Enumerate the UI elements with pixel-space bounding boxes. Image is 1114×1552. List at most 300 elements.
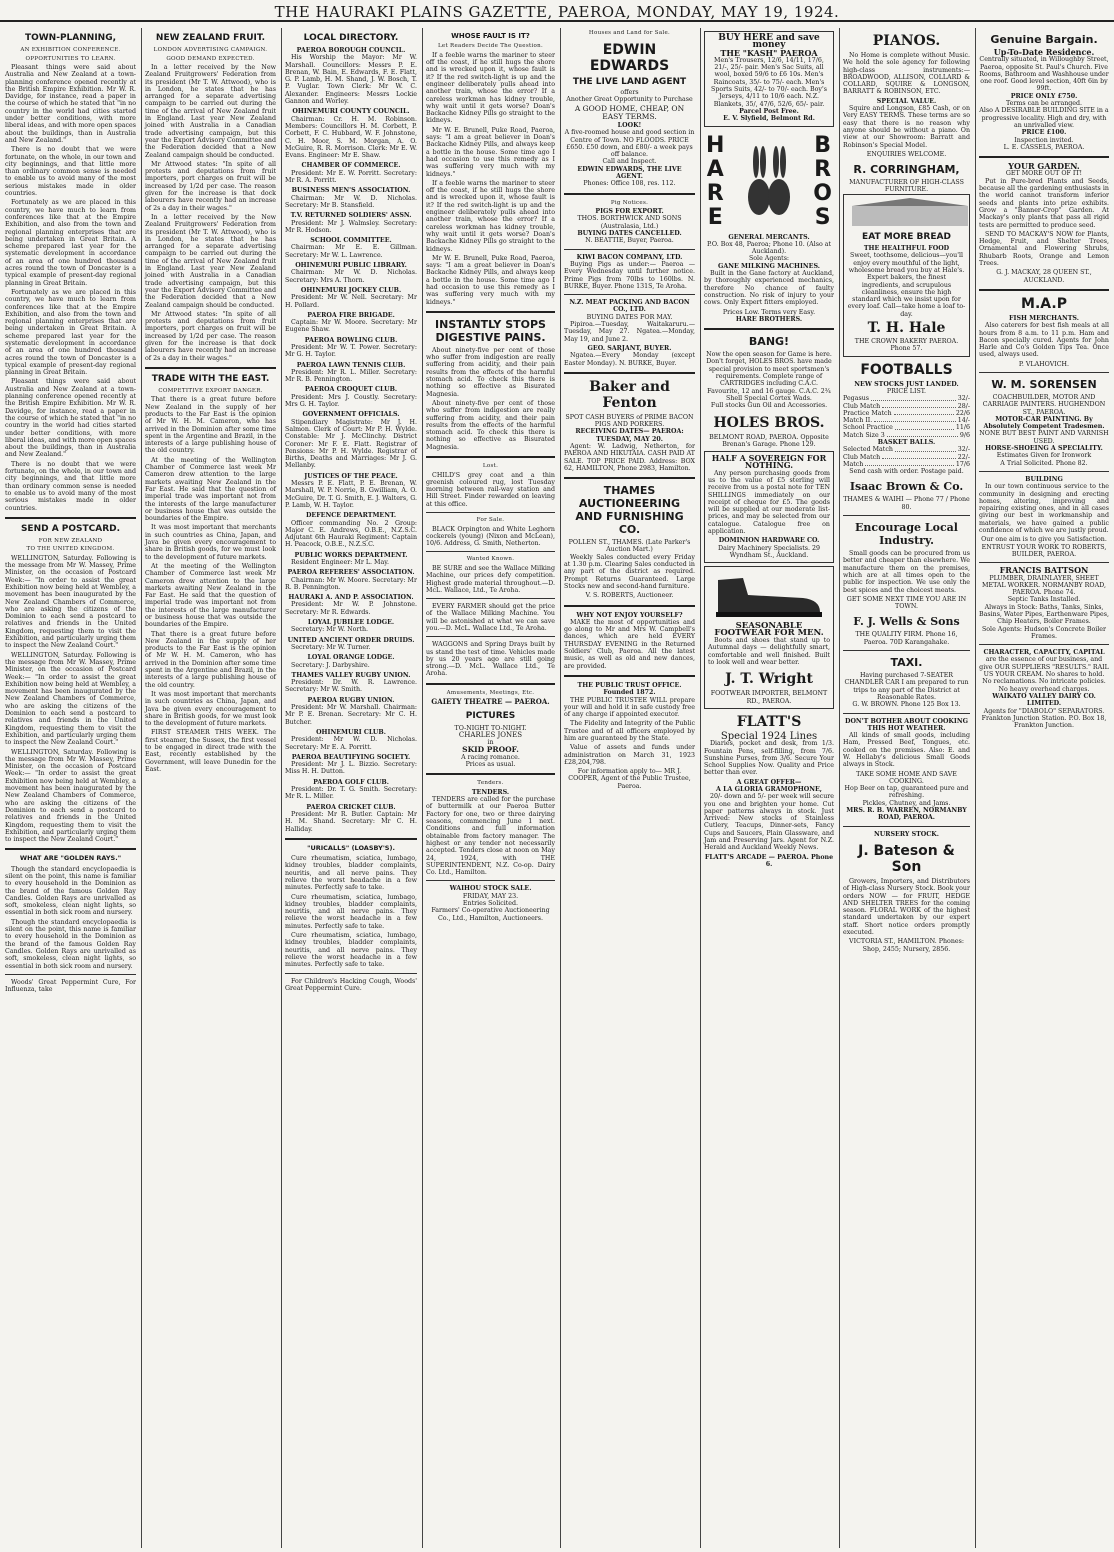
directory-title: BUSINESS MEN'S ASSOCIATION.: [291, 187, 411, 195]
ad-text: ENTRUST YOUR WORK TO ROBERTS, BUILDER, PAEROA.: [981, 543, 1107, 558]
paragraph: FIRST STEAMER THIS WEEK. The first steamer, the Sussex, the first vessel to be engaged in direct trade with the East, recently established by the Government, will leave Dunedin for the East.: [145, 729, 276, 773]
directory-title: HAURAKI A. AND P. ASSOCIATION.: [288, 594, 414, 602]
ad-text: L. E. CASSELS, PAEROA.: [1003, 143, 1085, 151]
footwear-ad: [704, 566, 834, 709]
ad-text: Sole Agents:: [748, 255, 790, 263]
advertiser-name: W. M. SORENSEN: [991, 377, 1097, 391]
advertiser-name: FLATT'S: [736, 713, 802, 730]
directory-details: President: Mrs J. Coustly. Secretary: Mrs G. H. Taylor.: [285, 393, 417, 409]
ad-text: A LA GLORIA GRAMOPHONE,: [716, 786, 822, 793]
divider: [843, 713, 970, 714]
logo-letter: R: [814, 156, 832, 182]
subhead: FOR NEW ZEALAND: [38, 537, 103, 544]
advertiser-name: THAMES AUCTIONEERING AND FURNISHING CO.: [575, 484, 684, 537]
ad-text: Centrally situated, in Willoughby Street, Paeroa, opposite St. Paul's Church. Five Rooms, Bathroom and Washhouse under one roof. Good level section, 40ft 6in by 99ft.: [979, 56, 1109, 93]
section-label: Lost.: [482, 463, 499, 470]
subhead: COMPETITIVE EXPORT DANGER.: [158, 387, 263, 394]
hare-bros-logo: [704, 130, 834, 234]
ad-heading: DON'T BOTHER ABOUT COOKING THIS HOT WEATHER.: [844, 717, 968, 732]
directory-title: UNITED ANCIENT ORDER DRUIDS.: [287, 636, 415, 644]
directory-title: PAEROA BOROUGH COUNCIL.: [296, 47, 406, 54]
ad-text: Prices Low. Terms very Easy.: [722, 308, 816, 316]
leader-dots: [874, 417, 955, 422]
directory-title: LOYAL ORANGE LODGE.: [307, 654, 395, 662]
divider: [564, 193, 695, 195]
directory-details: Secretary: J. Darbyshire.: [291, 661, 370, 669]
directory-details: President: Mr R. Butler. Captain: Mr H. M. Shand. Secretary: Mr C. H. Halliday.: [285, 810, 417, 833]
ad-text: FOOTWEAR IMPORTER, BELMONT RD., PAEROA.: [710, 690, 828, 705]
ad-text: Inspection invited.: [1014, 136, 1074, 144]
ad-text: POLLEN ST., THAMES. (Late Parker's Auction Mart.): [568, 539, 691, 554]
pictures-heading: PICTURES: [465, 710, 516, 721]
paragraph: About ninety-five per cent of those who suffer from indigestion are really suffering from acidity, and their pain results from the effects of the harmful stomach acid. To check this there is nothing so effective as Bisurated Magnesia.: [426, 399, 555, 451]
leader-dots: [882, 454, 956, 459]
ad-text: KIWI BACON COMPANY, LTD.: [576, 253, 683, 261]
directory-details: Chairman: Mr W. D. Nicholas. Secretary: Mr B. Stansfield.: [285, 194, 417, 209]
paragraph: Pleasant things were said about Australia and New Zealand at a town-planning conference opened recently at the British Empire Exhibition. Mr W. R. Davidge, for instance, read a paper in the course of which he stated that "in no country in the world had cities started under better conditions, with more liberal ideas, and with more open spaces about the buildings, than in Australia and New Zealand.": [5, 378, 136, 459]
directory-details: President: Mr W. Marshall. Chairman: Mr P. E. Brenan. Secretary: Mr C. H. Butcher.: [285, 704, 417, 726]
directory-title: PAEROA CRICKET CLUB.: [306, 803, 396, 811]
divider: [285, 838, 417, 840]
price-row: [843, 454, 970, 461]
leader-dots: [871, 395, 956, 400]
paragraph: WELLINGTON, Saturday. Following is the message from Mr W. Massey, Prime Minister, on the occasion of Postcard Week:— "In order to assist the great Exhibition now being held at Wembley, a movement has been inaugurated by the New Zealand Chambers of Commerce, who are asking the citizens of the Dominion to each send a postcard to relatives and friends in the United Kingdom, requesting them to visit the Exhibition, and particularly urging them to inspect the New Zealand Court.": [5, 748, 136, 844]
subhead: TO THE UNITED KINGDOM.: [26, 546, 115, 553]
subhead: AN EXHIBITION CONFERENCE.: [20, 47, 121, 53]
divider: [426, 598, 555, 599]
paragraph: At the meeting of the Wellington Chamber of Commerce last week Mr Cameron drew attention to the large markets awaiting New Zealand in the Far East. He said that the question of imperial trade was important not from the interests of the large manufacturer or business house that was outside the boundaries of the Empire.: [145, 456, 276, 523]
item-price: 28/-: [957, 402, 970, 410]
headline: "URICALLS" (LOASBY'S).: [307, 843, 395, 852]
divider: [979, 156, 1109, 158]
directory-details: President: Mr R. L. Miller. Secretary: Mr R. B. Pennington.: [285, 368, 417, 384]
directory-details: Chairman: Mr W. D. Nicholas. Secretary: Mrs A. Thorn.: [285, 269, 417, 284]
ad-heading: FOOTBALLS: [860, 361, 953, 378]
price-row: [843, 424, 970, 431]
paragraph: Mr Attwood states: "In spite of all protests and deputations from fruit importers, port charges on fruit will be increased by 1/2d per case. The reason given for the increase is that dock labourers have recently had an increase of 2s a day in their wages.": [145, 310, 276, 362]
ad-heading: BUILDING: [1025, 475, 1063, 483]
section-label: Pig Notices.: [610, 199, 649, 206]
directory-details: Captain: Mr W. Moore. Secretary: Mr Eugene Shaw.: [285, 319, 417, 334]
section-label: Tenders.: [477, 780, 504, 787]
divider: [843, 826, 970, 827]
ad-text: BASKET BALLS.: [877, 438, 936, 446]
divider: [426, 551, 555, 552]
ad-text: Men's Trousers, 12/6, 14/11, 17/6, 21/-, 25/- pair. Men's Sac Suits, all wool, boxed 59/6 to £6 10s. Men's Raincoats, 35/- to 75/- each. Men's Sports Suits, 42/- to 70/- each. Boy's Jerseys, 4/11 to 10/6 each. N.Z. Blankets, 35/, 47/6, 52/6, 65/- pair.: [711, 56, 827, 108]
directory-title: CHAMBER OF COMMERCE.: [301, 162, 401, 170]
ad-heading: Special 1924 Lines: [720, 730, 818, 742]
item-price: 22/-: [957, 453, 970, 461]
directory-details: President: Dr. T. G. Smith. Secretary: Mr R. L. Miller.: [285, 786, 417, 801]
classified: EVERY FARMER should get the price of the Wallace Milking Machine. You will be astonished at what we can save you.—D. McL. Wallace Ltd., Te Aroha.: [426, 603, 555, 632]
directory-details: His Worship the Mayor: Mr W. Marshall. Councillors: Messrs P. E. Brenan, W. Bain, E. Edwards, F. E. Flatt, G. P. Lamb, H. M. Shand, J. W. Bosch, T. P. Vuglar. Town Clerk: Mr W. C. Alexander. Engineers: Messrs Lockie Gannon and Worley.: [285, 54, 417, 106]
bros-word: [813, 134, 832, 230]
local-directory: [285, 47, 417, 833]
ad-text: MOTOR-CAR PAINTING. By Absolutely Competent Tradesmen.: [983, 415, 1105, 431]
paragraph: WELLINGTON, Saturday. Following is the message from Mr W. Massey, Prime Minister, on the occasion of Postcard Week:— "In order to assist the great Exhibition now being held at Wembley, a movement has been inaugurated by the New Zealand Chambers of Commerce, who are asking the citizens of the Dominion to each send a postcard to relatives and friends in the United Kingdom, requesting them to visit the Exhibition, and particularly urging them to inspect the New Zealand Court.": [5, 651, 136, 747]
paragraph: Cure rheumatism, sciatica, lumbago, kidney troubles, bladder complaints, neuritis, and all nerve pains. They relieve the worst headache in a few minutes. Perfectly safe to take.: [285, 893, 417, 930]
section-label: For Sale.: [476, 517, 505, 524]
item-price: 9/6: [959, 431, 970, 439]
divider: [564, 249, 695, 250]
ad-text: COACHBUILDER, MOTOR AND CARRIAGE PAINTERS. HUGHENDON ST., PAEROA.: [982, 393, 1106, 416]
logo-letter: A: [706, 156, 724, 182]
ad-heading: BANG!: [748, 335, 790, 349]
ad-text: Also caterers for best fish meals at all hours from 8 a.m. to 11 p.m. Ham and Bacon specially cured. Agents for John Harle and Co's Golden Tips Tea. Once used, always used.: [979, 322, 1109, 359]
ad-text: Built in the Gane factory at Auckland, by thoroughly experienced mechanics, therefore No chance of faulty construction. No risk of injury to your cows. Only Expert fitters employed.: [704, 270, 834, 307]
ad-text: 20/- down and 5/- per week will secure you one and brighten your home. Cut paper patterns always in stock. Just Arrived: New stocks of Stainless Cutlery, Teacups, Dinner-sets, Fancy Cups and Saucers, Plain Glassware, and Jam and Preserving Jars. Agent for N.Z. Herald and Auckland Weekly News.: [704, 793, 834, 852]
ad-text: VICTORIA ST., HAMILTON. Phones: Shop, 2455; Nursery, 2856.: [849, 938, 964, 953]
logo-letter: R: [706, 180, 724, 206]
item-name: Match II.: [843, 417, 873, 425]
advertiser-name: Baker and Fenton: [589, 378, 670, 411]
ad-text: PRICE LIST.: [886, 387, 927, 395]
column-2: [141, 28, 279, 1548]
paragraph: WELLINGTON, Saturday. Following is the message from Mr W. Massey, Prime Minister, on the occasion of Postcard Week:— "In order to assist the great Exhibition now being held at Wembley, a movement has been inaugurated by the New Zealand Chambers of Commerce, who are asking the citizens of the Dominion to each send a postcard to relatives and friends in the United Kingdom, requesting them to visit the Exhibition, and particularly urging them to inspect the New Zealand Court.": [5, 554, 136, 650]
divider: [5, 974, 136, 975]
ad-text: THE CROWN BAKERY PAEROA. Phone 57.: [854, 338, 959, 353]
subhead: OPPORTUNITIES TO LEARN.: [25, 55, 116, 62]
sovereign-ad: [704, 451, 834, 563]
ad-text: E. V. Slyfield, Belmont Rd.: [723, 115, 815, 123]
item-name: School Practice: [843, 424, 893, 432]
ad-text: THOS. BORTHWICK AND SONS (Australasia, Ltd.): [577, 215, 682, 230]
directory-details: Resident Engineer: Mr L. May.: [291, 559, 389, 566]
paragraph: Mr Attwood states: "In spite of all protests and deputations from fruit importers, port charges on fruit will be increased by 1/2d per case. The reason given for the increase is that dock labourers have recently had an increase of 2s a day in their wages.": [145, 160, 276, 212]
ad-heading: BUY HERE and save money: [718, 33, 820, 51]
ad-text: The Fidelity and Integrity of the Public Trustee and of all officers employed by him are guaranteed by the State.: [564, 720, 695, 742]
ad-text: Buying Pigs as under:— Paeroa — Every Wednesday until further notice. Prime Pigs from 70lbs to 160lbs. N. BURKE, Buyer. Phone 131S, Te Aroha.: [564, 260, 695, 290]
ad-text: Also A DESIRABLE BUILDING SITE in a progressive locality. High and dry, with an unrivalled view.: [979, 107, 1109, 129]
ad-text: MAKE the most of opportunities and go along to Mr and Mrs W. Campbell's dances, which are held EVERY THURSDAY EVENING in the Returned Soldiers' Club, Paeroa. All the latest music, as well as old and new dances, are provided.: [564, 618, 695, 670]
paragraph: That there is a great future before New Zealand in the supply of her products to the Far East is the opinion of Mr W. H. M. Cameron, who has arrived in the Dominion after some time spent in the Argentine and Brazil, in the interests of a large publishing house of the old country.: [145, 630, 276, 689]
paragraph: Cure rheumatism, sciatica, lumbago, kidney troubles, bladder complaints, neuritis, and all nerve pains. They relieve the worst headache in a few minutes. Perfectly safe to take.: [285, 932, 417, 969]
offers: offers: [620, 88, 639, 96]
ad-text: NONE BUT BEST PAINT AND VARNISH USED.: [979, 430, 1109, 445]
divider: [426, 311, 555, 313]
item-name: Club Match: [843, 402, 881, 410]
directory-details: President: Mr W. T. Power. Secretary: Mr G. H. Taylor.: [285, 343, 417, 359]
ad-heading: CHARACTER, CAPACITY, CAPITAL: [983, 649, 1105, 657]
column-7: [839, 28, 973, 1548]
tonight: TO-NIGHT TO-NIGHT.: [454, 724, 527, 732]
paragraph: Pleasant things were said about Australia and New Zealand at a town-planning conference opened recently at the British Empire Exhibition. Mr W. R. Davidge, for instance, read a paper in the course of which he stated that "in no country in the world had cities started under better conditions, with more liberal ideas, and with more open spaces about the buildings, than in Australia and New Zealand.": [5, 64, 136, 144]
directory-title: OHINEMURI JOCKEY CLUB.: [300, 286, 402, 294]
leader-dots: [895, 446, 956, 451]
ad-text: No Home is complete without Music. We hold the sole agency for following high-class instruments:— BROADWOOD, ALLISON, COLLARD & COLLARD, SQUIRE & LONGSON, BARRATT & ROBINSON, ETC.: [843, 52, 970, 96]
item-price: 17/6: [955, 460, 970, 468]
paragraph: There is no doubt that we were fortunate, on the whole, in our town and city beginnings, and that little more than ordinary common sense is needed to enable us to avoid many of the most serious mistakes made in older countries.: [5, 460, 136, 512]
ad-text: GENERAL MERCANTS.: [728, 233, 810, 241]
ad-text: N. BEATTIE, Buyer, Paeroa.: [585, 237, 674, 245]
leader-dots: [865, 461, 954, 466]
directory-details: Chairman: Cr. H. M. Robinson. Members: Councillors H. M. Corbett, P. Corbett, F. C. Hubbard, W. F. Johnstone, C. H. Moor, S. M. Morgan, A. O. McGuire, R. R. Morrison. Clerk: Mr E. W. Evans. Engineer: Mr E. Shaw.: [285, 115, 417, 160]
directory-title: JUSTICES OF THE PEACE.: [304, 472, 398, 480]
subhead: GOOD DEMAND EXPECTED.: [166, 55, 255, 62]
column-8: [975, 28, 1112, 1548]
leader-dots: [887, 432, 958, 437]
ad-text: SEND TO MACKAY'S NOW for Plants, Hedge, Fruit, and Shelter Trees, Ornamental and Flowering Shrubs, Rhubarb Roots, Orange and Lemon Trees.: [979, 230, 1109, 268]
directory-title: LOYAL JUBILEE LODGE.: [307, 619, 395, 627]
advertiser-name: Isaac Brown & Co.: [849, 480, 964, 494]
bread-ad: [843, 194, 970, 357]
item-name: Match: [843, 460, 864, 468]
divider: [843, 650, 970, 651]
headline: INSTANTLY STOPS DIGESTIVE PAINS.: [435, 317, 546, 344]
price-row: [843, 461, 970, 468]
divider: [979, 644, 1109, 645]
directory-title: THAMES VALLEY RUGBY UNION.: [291, 671, 411, 679]
item-name: Practice Match: [843, 409, 892, 417]
ad-text: Our one aim is to give you Satisfaction.: [981, 536, 1107, 544]
in-label: in: [487, 739, 494, 747]
headline: LOCAL DIRECTORY.: [303, 33, 399, 43]
ad-text: EDWIN EDWARDS, THE LIVE AGENT.: [577, 165, 682, 181]
advertiser-name: THE "KASH" PAEROA: [720, 47, 818, 58]
ad-text: GET SOME NEXT TIME YOU ARE IN TOWN.: [846, 595, 967, 611]
leader-dots: [895, 424, 954, 429]
ad-text: Sole Agents: Hudson's Concrete Boiler Frames.: [981, 625, 1107, 640]
directory-title: PAEROA RUGBY UNION.: [307, 696, 395, 704]
directory-details: President: Mr E. W. Porritt. Secretary: Mr R. A. Porritt.: [285, 169, 417, 185]
directory-title: OHINEMURI COUNTY COUNCIL.: [292, 108, 410, 116]
advertiser-name: EDWIN EDWARDS: [589, 41, 670, 74]
ad-text: BELMONT ROAD, PAEROA. Opposite Brenan's Garage. Phone 129.: [709, 433, 829, 448]
ad-text: GANE MILKING MACHINES.: [718, 262, 820, 270]
paragraph: It was most important that merchants in such countries as China, Japan, and Java be given every encouragement to share in British goods, for we must look to the development of future markets.: [145, 524, 276, 561]
ad-text: Any person purchasing goods from us to the value of £5 sterling will receive from us a postal note for TEN SHILLINGS immediately on our receipt of cheque for £5. The goods will be supplied at our moderate list-prices, and may be selected from our catalogue. Catalogue free on application.: [708, 469, 830, 536]
hare-word: [706, 134, 724, 230]
logo-letter: O: [813, 180, 832, 206]
ad-text: Dairy Machinery Specialists. 29 Wyndham St., Auckland.: [718, 544, 820, 559]
paragraph: Fortunately as we are placed in this country, we have much to learn from conferences like that at the Empire Exhibition, and also from the town and regional planning enterprises that are being undertaken in Great Britain. A scheme prepared last year for the systematic development in accordance of an area of one hundred thousand acres round the town of Doncaster is a typical example of present-day regional planning in Great Britain.: [5, 199, 136, 287]
advertiser-name: M.A.P: [1021, 295, 1067, 312]
directory-details: Officer commanding No. 2 Group: Major C. E. Andrews, O.B.E., N.Z.S.C. Adjutant 6th Hauraki Regiment: Captain H. Peacock, O.B.E., N.Z.S.C.: [285, 519, 417, 549]
ad-text: Call and Inspect.: [602, 158, 657, 166]
ad-text: Parcel Post Free.: [739, 107, 799, 115]
divider: [426, 880, 555, 881]
film-desc: A racing romance.: [461, 753, 520, 761]
paragraph: Cure rheumatism, sciatica, lumbago, kidney troubles, bladder complaints, neuritis, and all nerve pains. They relieve the worst headache in a few minutes. Perfectly safe to take.: [285, 855, 417, 892]
paragraph: In a letter received by the New Zealand Fruitgrowers' Federation from its president (Mr T. W. Attwood), who is in London, he states that he has arranged for a separate advertising campaign to be carried out during the time of the arrival of New Zealand fruit in England. Last year New Zealand joined with Australia in a Canadian trade advertising campaign, but this year the Export Advisory Committee and the Federation decided that a New Zealand campaign should be conducted.: [145, 213, 276, 309]
paragraph: At the meeting of the Wellington Chamber of Commerce last week Mr Cameron drew attention to the large markets awaiting New Zealand in the Far East. He said that the question of imperial trade was important not from the interests of the large manufacturer or business house that was outside the boundaries of the Empire.: [145, 562, 276, 629]
directory-details: Chairman: Mr E. E. Gillman. Secretary: Mr W. L. Lawrence.: [285, 244, 417, 259]
section-label: Wanted Known.: [466, 556, 515, 563]
advertiser-name: HOLES BROS.: [713, 414, 825, 431]
column-6: [700, 28, 837, 1548]
prices: Prices as usual.: [465, 761, 516, 769]
ad-text: All kinds of small goods, including Ham, Pressed Beef, Tongues, etc. cooked on the premises. Also: E. and W. Hellaby's delicious Small Goods always in Stock.: [843, 732, 970, 769]
paragraph: Though the standard encyclopaedia is silent on the point, this name is familiar to every household in the Dominion as the brand of the famous Golden Ray Candles. Golden Rays are unrivalled as soft, smokeless, clean night lights, so essential in both sick room and nursery.: [5, 918, 136, 970]
directory-title: OHINEMURI PUBLIC LIBRARY.: [295, 262, 407, 270]
leader-dots: [894, 410, 954, 415]
ad-text: Now the open season for Game is here. Don't forget, HOLES BROS. have made special provision to meet sportsmen's requirements. Complete range of CARTRIDGES including C.A.C. Favourite, 12 and 16 gauge. C.A.C. 2¾ Shell Special Cortex Wads.: [706, 351, 832, 402]
logo-letter: B: [814, 132, 832, 158]
item-price: 14/-: [957, 417, 970, 425]
directory-title: PAEROA CROQUET CLUB.: [304, 386, 398, 394]
ad-text: G. W. BROWN. Phone 125 Box 13.: [852, 701, 961, 709]
theatre-name: GAIETY THEATRE — PAEROA.: [431, 697, 550, 707]
ad-text: ENQUIRIES WELCOME.: [866, 150, 947, 158]
divider: [564, 294, 695, 295]
logo-letter: S: [814, 204, 831, 230]
ad-text: Small goods can be procured from us better and cheaper than elsewhere. We manufacture them on the premises, which are at all times open to the public for inspection. We use only the best spices and the choicest meats.: [843, 550, 970, 594]
paragraph: In a letter received by the New Zealand Fruitgrowers' Federation from its president (Mr T. W. Attwood), who is in London, he states that he has arranged for a separate advertising campaign to be carried out during the time of the arrival of New Zealand fruit in England. Last year New Zealand joined with Australia in a Canadian trade advertising campaign, but this year the Export Advisory Committee and the Federation decided that a New Zealand campaign should be conducted.: [145, 64, 276, 159]
headline: SEND A POSTCARD.: [20, 523, 121, 534]
ad-heading: Encourage Local Industry.: [855, 521, 958, 548]
ad-text: Diaries, pocket and desk, from 1/3. Fountain Pens, self-filling, from 7/6. Sunshine Purses, from 3/6. Secure Your School Supplies Now. Quality and Price better than ever.: [704, 740, 834, 777]
advertiser-name: R. CORRINGHAM,: [853, 163, 960, 177]
ad-text: PRICE £100.: [1021, 129, 1067, 137]
divider: [564, 675, 695, 677]
ad-text: For information apply to— MR J. COOPER, Agent of the Public Trustee, Paeroa.: [568, 768, 691, 790]
advertiser-name: WAIKATO VALLEY DAIRY CO. LIMITED.: [992, 692, 1096, 708]
directory-title: PAEROA BOWLING CLUB.: [304, 336, 398, 344]
ad-text: THE PUBLIC TRUSTEE WILL prepare your will and hold it in safe custody free of any charge if appointed executor.: [564, 696, 695, 719]
logo-letter: E: [707, 204, 723, 230]
divider: [285, 973, 417, 974]
ad-text: MRS. R. B. WARREN, NORMANBY ROAD, PAEROA.: [846, 807, 967, 822]
ad-text: N.Z. MEAT PACKING AND BACON CO., LTD.: [569, 299, 690, 314]
item-name: Pegasus: [843, 395, 869, 403]
divider: [426, 773, 555, 775]
ad-text: are the essence of our business, and give OUR SUPPLIERS "RESULTS." RAIL US YOUR CREAM. No shares to hold. No reclamations. No intricate policies. No heavy overhead charges.: [979, 656, 1109, 693]
ad-text: Agents for "DIABOLO" SEPARATORS. Frankton Junction Station. P.O. Box 18, Frankton Junction.: [981, 707, 1107, 730]
directory-details: President: Mr W. Nell. Secretary: Mr H. Pollard.: [285, 294, 417, 309]
footer-note: Woods' Great Peppermint Cure, For Influenza, take: [5, 978, 136, 994]
ad-text: Agent: W. Ladwig, Netherton, for PAEROA AND HIKUTAIA. CASH PAID AT SALE. TOP PRICE PAID. Address: BOX 62, HAMILTON, Phone 2983, Hamilton.: [564, 442, 695, 472]
directory-title: PAEROA BEAUTIFYING SOCIETY.: [291, 753, 411, 761]
advertiser-name: T. H. Hale: [867, 320, 946, 337]
ad-text: RECEIVING DATES— PAEROA: TUESDAY, MAY 20.: [575, 428, 684, 443]
film-title: SKID PROOF.: [462, 745, 519, 755]
paragraph: Though the standard encyclopaedia is silent on the point, this name is familiar to every household in the Dominion as the brand of the famous Golden Ray Candles. Golden Rays are unrivalled as soft, smokeless, clean night lights, so essential in both sick room and nursery.: [5, 865, 136, 917]
advertiser-name: PIANOS.: [872, 33, 941, 49]
divider: [5, 517, 136, 519]
ad-text: Another Great Opportunity to Purchase: [566, 96, 693, 104]
ad-text: A five-roomed house and good section in Centre of Town. NO FLOODS. PRICE £650. £50 down, and £80/- a week pays off balance.: [564, 129, 695, 159]
directory-details: Chairman: Mr W. Moore. Secretary: Mr R. B. Pennington.: [285, 576, 417, 591]
paragraph: If a feeble warns the mariner to steer off the coast, if he still hugs the shore and is wrecked upon it, whose fault is it? If the red switch-light is up and the engineer deliberately pulls ahead into another train, whose the error? If a careless workman has kidney trouble, why wait until it gets worse? Doan's Backache Kidney Pills go straight to the kidneys.: [426, 179, 555, 253]
advertiser-name: J. T. Wright: [725, 671, 813, 688]
divider: [145, 367, 276, 369]
divider: [426, 456, 555, 458]
directory-title: PAEROA GOLF CLUB.: [313, 778, 389, 786]
ad-text: BUYING DATES CANCELLED.: [577, 230, 682, 238]
section-label: Houses and Land for Sale.: [588, 30, 671, 36]
ad-text: GEO. SARJANT, BUYER.: [587, 344, 672, 352]
column-5: [560, 28, 698, 1548]
ad-text: THAMES & WAIHI — Phone 77 / Phone 80.: [843, 496, 970, 511]
ad-text: FISH MERCHANTS.: [1009, 314, 1079, 322]
ad-text: Always in Stock: Baths, Tanks, Sinks, Basins, Water Pipes, Earthenware Pipes, Chip Heaters, Boiler Frames.: [979, 603, 1109, 626]
ad-text: SPOT CASH BUYERS of PRIME BACON PIGS AND PORKERS.: [565, 413, 694, 429]
ad-text: P. VLAHOVICH.: [1018, 360, 1070, 368]
ad-text: Terms can be arranged.: [1005, 100, 1083, 108]
ad-text: Ngatea.—Every Monday (except Easter Monday). N. BURKE, Buyer.: [564, 352, 695, 367]
ad-text: HORSE-SHOEING A SPECIALITY.: [985, 445, 1103, 453]
ad-text: NEW STOCKS JUST LANDED.: [854, 380, 959, 388]
paragraph: Mr W. E. Brunell, Puke Road, Paeroa, says: "I am a great believer in Doan's Backache Kidney Pills, and always keep a bottle in the house. Some time ago I had occasion to use this remedy as I was suffering very much with my kidneys.": [426, 126, 555, 178]
ad-heading: SEASONABLE FOOTWEAR FOR MEN.: [714, 620, 824, 638]
divider: [843, 515, 970, 516]
ad-text: FLATT'S ARCADE — PAEROA. Phone 6.: [704, 853, 834, 868]
ad-text: Septic Tanks Installed.: [1007, 596, 1081, 604]
price-row: [843, 432, 970, 439]
ad-text: Having purchased 7-SEATER CHANDLER CAR I am prepared to run trips to any part of the District at Reasonable Rates.: [844, 672, 969, 701]
directory-title: DEFENCE DEPARTMENT.: [305, 512, 397, 520]
directory-details: Secretary: Mr W. North.: [291, 626, 369, 634]
divider: [5, 848, 136, 850]
leader-dots: [882, 403, 956, 408]
price-list: [843, 395, 970, 439]
ad-text: Hop Beer on tap, guaranteed pure and refreshing.: [844, 785, 969, 800]
directory-details: President: Mr W. D. Nicholas. Secretary: Mr E. A. Porritt.: [285, 736, 417, 751]
price-row: [843, 395, 970, 402]
star-name: CHARLES JONES: [458, 730, 523, 739]
ad-text: Pickles, Chutney, and Jams.: [862, 799, 951, 807]
subhead: LONDON ADVERTISING CAMPAIGN.: [153, 47, 268, 53]
paragraph: About ninety-five per cent of those who suffer from indigestion are really suffering from acidity, and their pain results from the effects of the harmful stomach acid. To check this there is nothing so effective as Bisurated Magnesia.: [426, 346, 555, 398]
divider: [979, 471, 1109, 472]
ad-text: Boots and shoes that stand up to Autumnal days — delightfully smart, comfortable and well finished. Built to look well and wear better.: [708, 637, 830, 667]
price-row: [843, 410, 970, 417]
classified: BE SURE and see the Wallace Milking Machine, our prices defy competition. Highest grade material throughout.—D. McL. Wallace, Ltd., Te Aroha.: [426, 564, 555, 594]
ad-text: TAKE SOME HOME AND SAVE COOKING.: [856, 770, 957, 785]
ad-heading: YOUR GARDEN.: [1008, 161, 1080, 172]
kash-ad: [704, 31, 834, 127]
directory-title: OHINEMURI CLUB.: [316, 728, 386, 736]
ad-text: Send cash with order. Postage paid.: [849, 468, 964, 476]
item-name: Match Size 3: [843, 431, 885, 439]
ad-text: A Trial Solicited. Phone 82.: [1000, 459, 1088, 467]
ad-heading: NURSERY STOCK.: [874, 830, 939, 838]
price-row: [843, 417, 970, 424]
paragraph: It was most important that merchants in such countries as China, Japan, and Java be given every encouragement to share in British goods, for we must look to the development of future markets.: [145, 690, 276, 728]
divider: [426, 636, 555, 637]
price-row: [843, 446, 970, 453]
ad-heading: EAT MORE BREAD: [862, 232, 951, 243]
paragraph: If a feeble warns the mariner to steer off the coast, if he still hugs the shore and is wrecked upon it, whose fault is it? If the red switch-light is up and the engineer deliberately pulls ahead into another train, whose the error? If a careless workman has kidney trouble, why wait until it gets worse? Doan's Backache Kidney Pills go straight to the kidneys.: [426, 51, 555, 125]
directory-title: PAEROA LAWN TENNIS CLUB.: [296, 361, 406, 369]
advertiser-name: DOMINION HARDWARE CO.: [718, 537, 820, 545]
ad-heading: TAXI.: [890, 656, 923, 670]
divider: [564, 605, 695, 607]
directory-title: PUBLIC WORKS DEPARTMENT.: [294, 551, 408, 559]
boot-icon: [708, 570, 828, 620]
divider: [704, 328, 834, 330]
ad-text: MANUFACTURER OF HIGH-CLASS FURNITURE.: [849, 179, 964, 194]
ad-text: PLUMBER, DRAINLAYER, SHEET METAL WORKER. NORMANBY ROAD, PAEROA. Phone 74.: [982, 574, 1106, 597]
item-price: 22/6: [955, 409, 970, 417]
directory-title: PAEROA FIRE BRIGADE.: [307, 311, 395, 319]
sale-date: FRIDAY, MAY 23.: [462, 892, 519, 900]
directory-details: President: Mr W. P. Johnstone. Secretary: Mr R. Edwards.: [285, 601, 417, 616]
item-name: Selected Match: [843, 446, 893, 454]
paragraph: Mr W. E. Brunell, Puke Road, Paeroa, says: "I am a great believer in Doan's Backache Kidney Pills, and always keep a bottle in the house. Some time ago I had occasion to use this remedy as I was suffering very much with my kidneys.": [426, 254, 555, 306]
ad-text: Estimates Given for Ironwork: [996, 452, 1092, 460]
entries: Entries Solicited.: [462, 900, 519, 908]
ad-heading: WHY NOT ENJOY YOURSELF?: [576, 611, 683, 619]
directory-details: Stipendiary Magistrate: Mr J. H. Salmon. Clerk of Court: Mr P. H. Wylde. Constable: Mr J. McClinchy. District Coroner: Mr F. E. Flatt. Registrar of Pensions: Mr P. H. Wylde. Registrar of Births, Deaths and Marriages: Mr J. G. Mellanby.: [285, 418, 417, 470]
ad-text: Weekly Sales conducted every Friday at 1.30 p.m. Clearing Sales conducted in any part of the district as required. Prompt Returns Guaranteed. Large Stocks new and second-hand furniture.: [564, 553, 695, 590]
ad-heading: THE HEALTHFUL FOOD: [863, 245, 950, 253]
directory-details: President: Dr. W. R. Lawrence. Secretary: Mr W. Smith.: [285, 679, 417, 694]
logo-letter: H: [706, 132, 725, 158]
ad-text: Put in Pure-bred Plants and Seeds, because all the gardening enthusiasts in the world cannot transform inferior seeds and plants into prize exhibits. Grow a "Banner-Crop" Garden. At Mackay's only plants that pass all rigid tests are permitted to produce seed.: [979, 177, 1109, 229]
ad-text: Full stocks Gun Oil and Accessories.: [710, 402, 828, 410]
ad-text: Growers, Importers, and Distributors of High-class Nursery Stock. Book your orders NOW — for FRUIT, HEDGE AND SHELTER TREES for the coming season. FLORAL WORK of the highest standard undertaken by our expert staff. Short notice orders promptly executed.: [843, 877, 970, 937]
